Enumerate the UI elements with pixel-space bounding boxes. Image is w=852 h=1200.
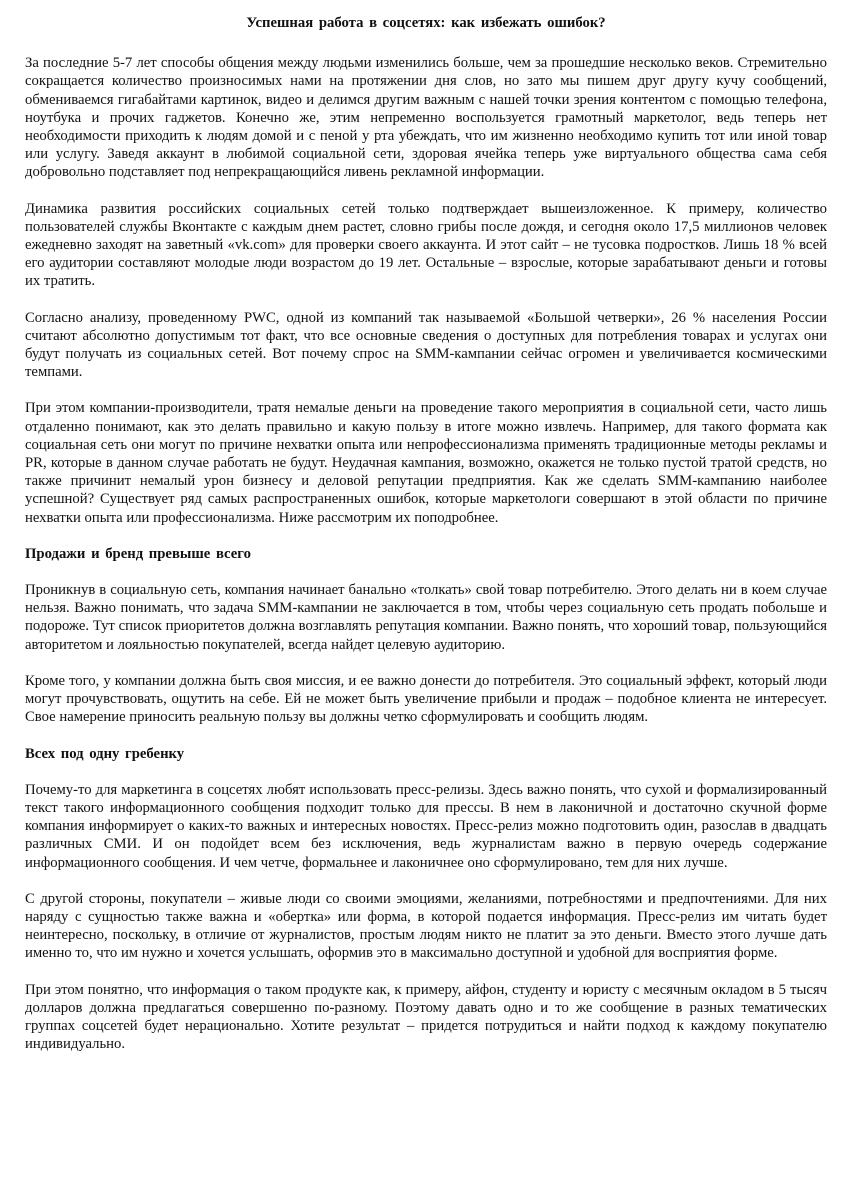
paragraph-intro: За последние 5-7 лет способы общения между людьми изменились больше, чем за прошедшие несколько веков. Стремительно сокращается количество произносимых нами на протяжении дня слов, но зато мы пишем друг другу кучу сообщений, обмениваемся гигабайтами картинок, видео и делимся другим важным с нашей точки зрения контентом с помощью телефона, ноутбука и прочих гаджетов. Конечно же, этим непременно воспользуется грамотный маркетолог, ведь теперь нет необходимости приходить к людям домой и с пеной у рта убеждать, что им жизненно необходимо купить тот или иной товар или услугу. Заведя аккаунт в любимой социальной сети, здоровая ячейка теперь уже виртуального общества сама себя добровольно подставляет под непрекращающийся ливень рекламной информации. xyxy=(25,55,827,181)
paragraph-individual-approach: При этом понятно, что информация о таком продукте как, к примеру, айфон, студенту и юристу с месячным окладом в 5 тысяч долларов должна предлагаться совершенно по-разному. Поэтому давать одно и то же сообщение в разных тематических группах соцсетей будет нерационально. Хотите результат – придется потрудиться и найти подход к каждому покупателю индивидуально. xyxy=(25,981,827,1053)
paragraph-pushing-product: Проникнув в социальную сеть, компания начинает банально «толкать» свой товар потребителю. Этого делать ни в коем случае нельзя. Важно понимать, что задача SMM-кампании не заключается в том, чтобы через социальную сеть продать побольше и подороже. Тут список приоритетов должна возглавлять репутация компании. Важно понять, что хороший товар, пользующийся авторитетом и лояльностью покупателей, всегда найдет целевую аудиторию. xyxy=(25,582,827,653)
paragraph-company-mission: Кроме того, у компании должна быть своя миссия, и ее важно донести до потребителя. Это социальный эффект, который люди могут прочувствовать, ощутить на себе. Ей не может быть увеличение прибыли и продаж – подобное клиента не интересует. Свое намерение приносить реальную пользу вы должны четко сформулировать и сообщить людям. xyxy=(25,672,827,726)
paragraph-vk-dynamics: Динамика развития российских социальных сетей только подтверждает вышеизложенное. К примеру, количество пользователей службы Вконтакте с каждым днем растет, словно грибы после дождя, и сегодня около 17,5 миллионов человек ежедневно заходят на заветный «vk.com» для проверки своего аккаунта. И этот сайт – не тусовка подростков. Лишь 18 % всей его аудитории составляют молодые люди возрастом до 19 лет. Остальные – взрослые, которые зарабатывают деньги и готовы их тратить. xyxy=(25,200,827,290)
document-page xyxy=(25,14,827,1071)
paragraph-pwc-analysis: Согласно анализу, проведенному PWC, одной из компаний так называемой «Большой четверки», 26 % населения России считают абсолютно допустимым тот факт, что все основные сведения о доступных для потребления товарах и услугах они будут получать из социальных сетей. Вот почему спрос на SMM-кампании сейчас огромен и увеличивается космическими темпами. xyxy=(25,309,827,381)
document-title: Успешная работа в соцсетях: как избежать ошибок? xyxy=(246,15,606,31)
paragraph-buyers-emotions: С другой стороны, покупатели – живые люди со своими эмоциями, желаниями, потребностями и предпочтениями. Для них наряду с сущностью также важна и «обертка» или форма, в которой подается информация. Пресс-релиз им читать будет неинтересно, поскольку, в отличие от журналистов, простым людям никто не платит за это деньги. Вместо этого лучше дать именно то, что им нужно и хочется услышать, оформив это в максимально доступной и удобной для восприятия форме. xyxy=(25,890,827,962)
paragraph-press-releases: Почему-то для маркетинга в соцсетях любят использовать пресс-релизы. Здесь важно понять, что сухой и формализированный текст такого информационного сообщения подходит только для прессы. В нем в лаконичной и достаточно скучной форме компания информирует о каких-то важных и интересных новостях. Пресс-релиз можно подготовить один, разослав в двадцать различных СМИ. И он подойдет всем без исключения, ведь журналистам важно в первую очередь содержание информационного сообщения. И чем четче, формальнее и лаконичнее оно сформулировано, тем для них лучше. xyxy=(25,781,827,871)
paragraph-common-mistakes: При этом компании-производители, тратя немалые деньги на проведение такого мероприятия в социальной сети, часто лишь отдаленно понимают, как это делать правильно и какую пользу в итоге можно извлечь. Например, для такого формата как социальная сеть они могут по причине нехватки опыта или непрофессионализма применять традиционные методы рекламы и PR, которые в данном случае работать не будут. Неудачная кампания, возможно, окажется не только пустой тратой средств, но также причинит немалый урон бизнесу и деловой репутации предприятия. Как же сделать SMM-кампанию наиболее успешной? Существует ряд самых распространенных ошибок, которые маркетологи совершают в этой области по причине нехватки опыта или профессионализма. Ниже рассмотрим их поподробнее. xyxy=(25,400,827,526)
section-heading-one-size: Всех под одну гребенку xyxy=(25,745,185,762)
section-heading-sales-brand: Продажи и бренд превыше всего xyxy=(25,545,251,562)
